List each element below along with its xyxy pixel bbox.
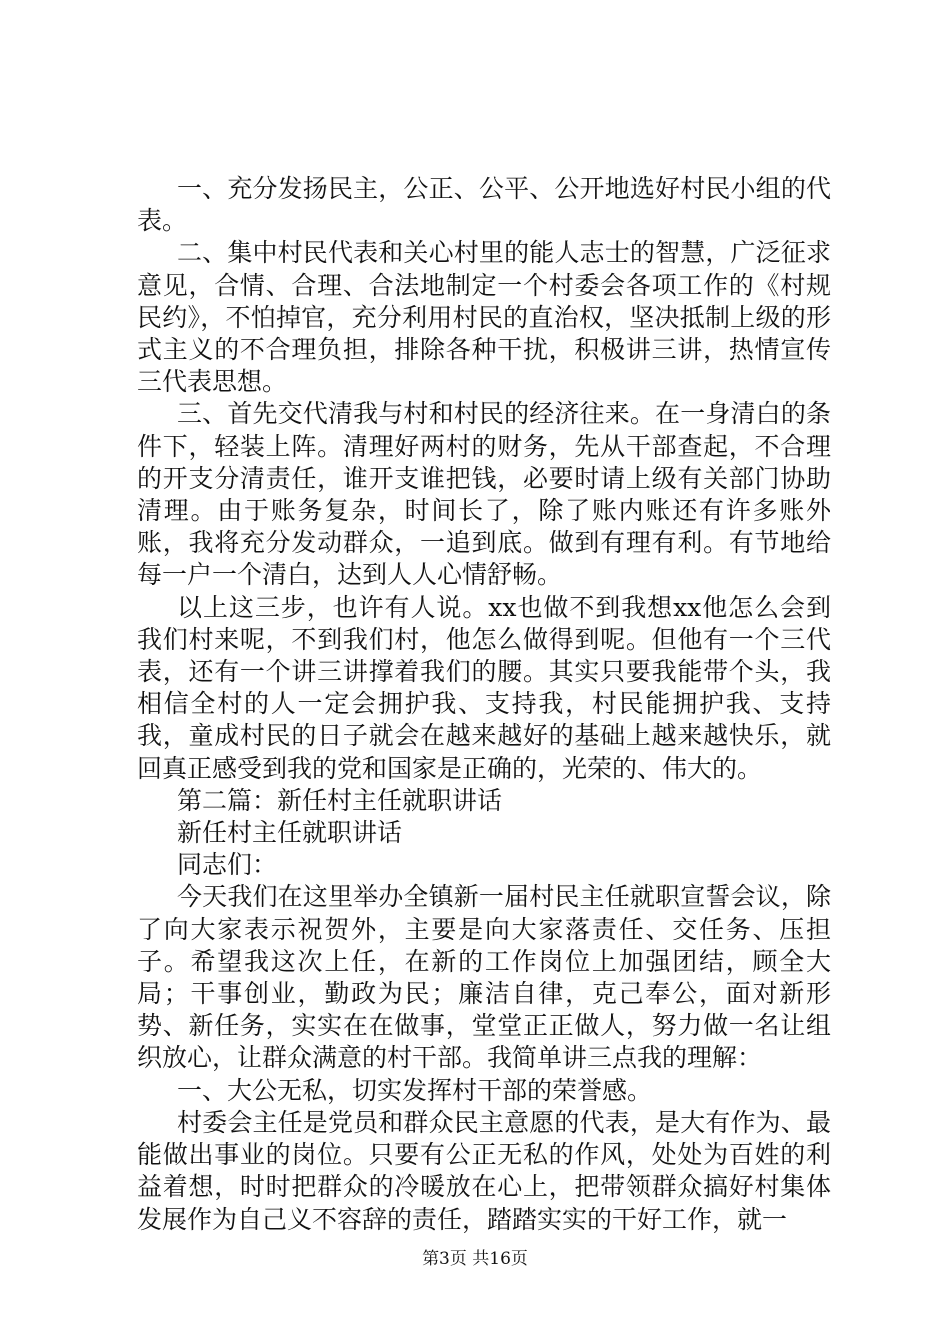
paragraph-4: 以上这三步，也许有人说。xx也做不到我想xx他怎么会到我们村来呢，不到我们村，他怎么做得到呢。但他有一个三代表，还有一个讲三讲撑着我们的腰。其实只要我能带个头，我相信全村的人一定会拥护我、支持我，村民能拥护我、支持我，童成村民的日子就会在越来越好的基础上越来越快乐，就回真正感受到我的党和国家是正确的，光荣的、伟大的。	[137, 592, 831, 783]
paragraph-2: 二、集中村民代表和关心村里的能人志士的智慧，广泛征求意见，合情、合理、合法地制定一个村委会各项工作的《村规民约》，不怕掉官，充分利用村民的直治权，坚决抵制上级的形式主义的不合理负担，排除各种干扰，积极讲三讲，热情宣传三代表思想。	[137, 238, 831, 397]
paragraph-1: 一、充分发扬民主，公正、公平、公开地选好村民小组的代表。	[137, 174, 831, 236]
speech-title: 新任村主任就职讲话	[177, 818, 403, 848]
paragraph-3: 三、首先交代清我与村和村民的经济往来。在一身清白的条件下，轻装上阵。清理好两村的财务，先从干部查起，不合理的开支分清责任，谁开支谁把钱，必要时请上级有关部门协助清理。由于账务复杂，时间长了，除了账内账还有许多账外账，我将充分发动群众，一追到底。做到有理有利。有节地给每一户一个清白，达到人人心情舒畅。	[137, 399, 831, 590]
page-number-footer: 第3页 共16页	[422, 1249, 528, 1269]
point-heading-1: 一、大公无私，切实发挥村干部的荣誉感。	[177, 1075, 653, 1105]
salutation: 同志们：	[177, 850, 278, 880]
section-heading: 第二篇：新任村主任就职讲话	[177, 785, 503, 815]
document-body	[137, 173, 831, 1236]
paragraph-5: 今天我们在这里举办全镇新一届村民主任就职宣誓会议，除了向大家表示祝贺外，主要是向大家落责任、交任务、压担子。希望我这次上任，在新的工作岗位上加强团结，顾全大局；干事创业，勤政为民；廉洁自律，克己奉公，面对新形势、新任务，实实在在做事，堂堂正正做人，努力做一名让组织放心，让群众满意的村干部。我简单讲三点我的理解：	[137, 882, 831, 1073]
paragraph-6: 村委会主任是党员和群众民主意愿的代表，是大有作为、最能做出事业的岗位。只要有公正无私的作风，处处为百姓的利益着想，时时把群众的冷暖放在心上，把带领群众搞好村集体发展作为自己义不容辞的责任，踏踏实实的干好工作，就一	[137, 1107, 831, 1234]
